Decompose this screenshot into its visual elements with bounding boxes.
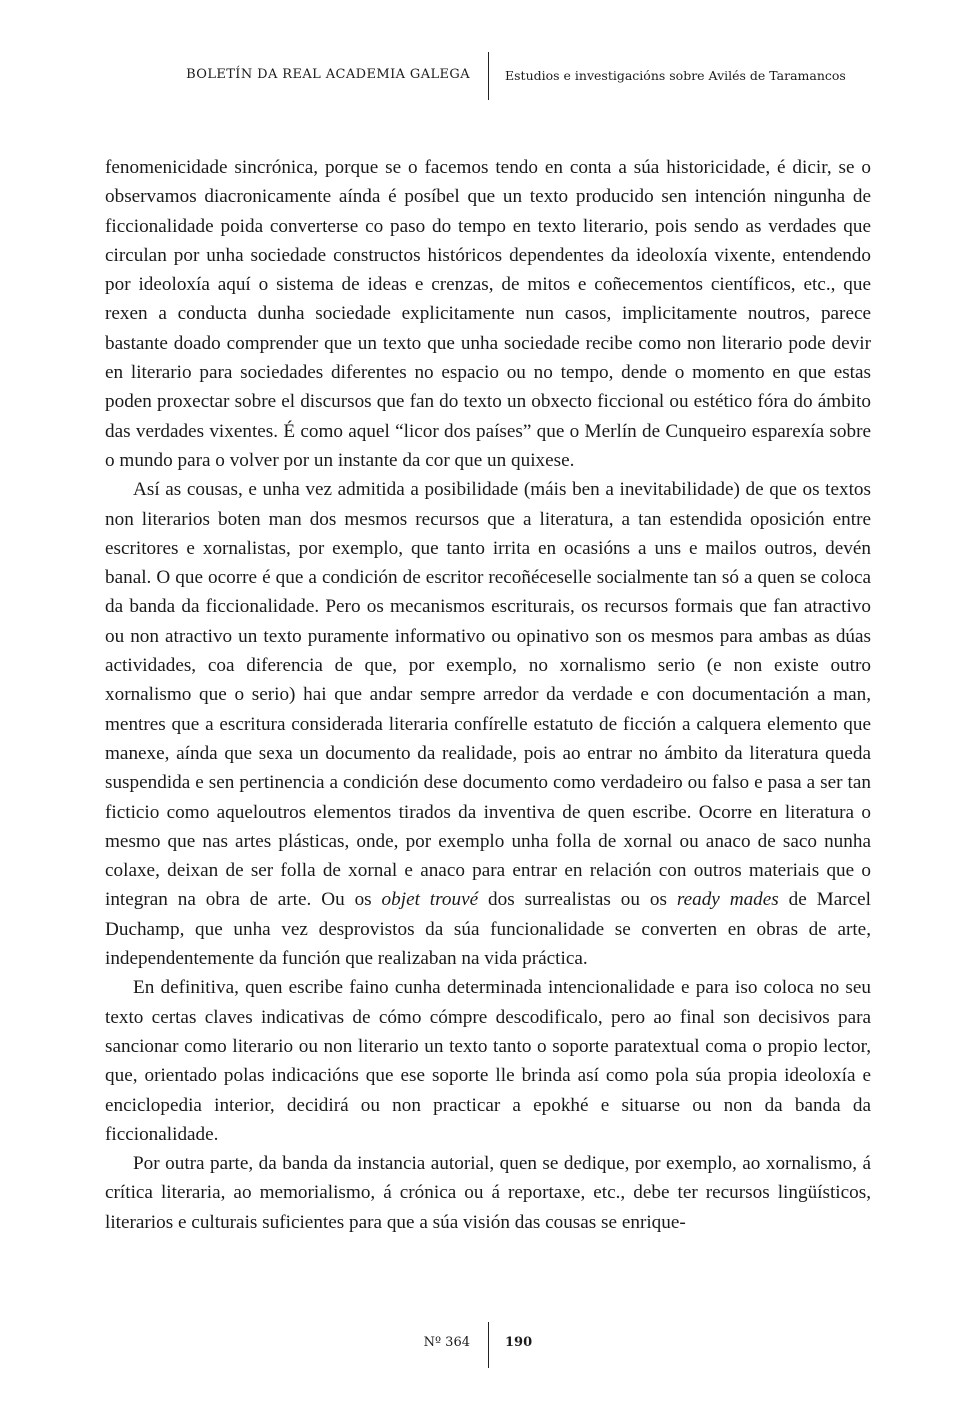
- italic-ready-mades: ready mades: [676, 889, 779, 911]
- paragraph-1: fenomenicidade sincrónica, porque se o facemos tendo en conta a súa historicidade, é dicir, se o observamos diacronicamente aínda é posíbel que un texto producido sen intención ningunha de ficcionalidade poida converterse co paso do tempo en texto literario, pois sendo as verdades que circulan por unha sociedade constructos históricos dependentes da ideoloxía vixente, entendendo por ideoloxía aquí o sistema de ideas e crenzas, de mitos e coñecementos científicos, etc., que rexen a conducta dunha sociedade explicitamente nun casos, implicitamente noutros, parece bastante doado comprender que un texto que unha sociedade recibe como non literario pode devir en literario para sociedades diferentes no espacio ou no tempo, dende o momento en que estas poden proxectar sobre el discursos que fan do texto un obxecto ficcional ou estético fóra do ámbito das verdades vixentes. É como aquel “licor dos países” que o Merlín de Cunqueiro esparexía sobre o mundo para o volver por un instante da cor que un quixese.: [105, 157, 871, 471]
- italic-objet-trouve: objet trouvé: [381, 889, 479, 911]
- paragraph-2-text-b: dos surrealistas ou os: [478, 889, 677, 911]
- footer-divider: [488, 1322, 489, 1368]
- header-divider: [488, 52, 489, 100]
- issue-number: Nº 364: [423, 1335, 470, 1350]
- article-body: [105, 153, 871, 1237]
- paragraph-2: [105, 475, 871, 973]
- page-number: 190: [505, 1335, 533, 1350]
- journal-title: BOLETÍN DA REAL ACADEMIA GALEGA: [186, 67, 470, 82]
- paragraph-2-text-c: de Marcel Duchamp, que unha vez desprovistos da súa funcionalidade se converten en obras de arte, independentemente da función que realizaban na vida práctica.: [105, 889, 871, 970]
- paragraph-3: En definitiva, quen escribe faino cunha determinada intencionalidade e para iso coloca no seu texto certas claves indicativas de cómo cómpre descodificalo, pero ao final son decisivos para sancionar como literario ou non literario un texto tanto o soporte paratextual coma o propio lector, que, orientado polas indicacións que ese soporte lle brinda así como pola súa propia ideoloxía e enciclopedia interior, decidirá ou non practicar a epokhé e situarse ou non da banda da ficcionalidade.: [105, 977, 871, 1145]
- section-title: Estudios e investigacións sobre Avilés de Taramancos: [505, 68, 846, 83]
- page-footer: [0, 1322, 975, 1370]
- paragraph-4: Por outra parte, da banda da instancia autorial, quen se dedique, por exemplo, ao xornalismo, á crítica literaria, ao memorialismo, á crónica ou á reportaxe, etc., debe ter recursos lingüísticos, literarios e culturais suficientes para que a súa visión das cousas se enrique-: [105, 1153, 871, 1233]
- paragraph-2-text-a: Así as cousas, e unha vez admitida a posibilidade (máis ben a inevitabilidade) de que os textos non literarios boten man dos mesmos recursos que a literatura, a tan estendida oposición entre escritores e xornalistas, por exemplo, que tanto irrita en ocasións a uns e mailos outros, devén banal. O que ocorre é que a condición de escritor recoñéceselle socialmente tan só a quen se coloca da banda da ficcionalidade. Pero os mecanismos escriturais, os recursos formais que fan atractivo ou non atractivo un texto puramente informativo ou opinativo son os mesmos para ambas as dúas actividades, coa diferencia de que, por exemplo, no xornalismo serio (e non existe outro xornalismo que o serio) hai que andar sempre arredor da verdade e con documentación a man, mentres que a escritura considerada literaria confírelle estatuto de ficción a calquera elemento que manexe, aínda que sexa un documento da realidade, pois ao entrar no ámbito da literatura queda suspendida e sen pertinencia a condición dese documento como verdadeiro ou falso e pasa a ser tan ficticio como aqueloutros elementos tirados da inventiva de quen escribe. Ocorre en literatura o mesmo que nas artes plásticas, onde, por exemplo unha folla de xornal ou anaco de saco nunha colaxe, deixan de ser folla de xornal e anaco para entrar en relación con outros materiais que o integran na obra de arte. Ou os: [105, 479, 871, 911]
- running-header: [0, 52, 975, 102]
